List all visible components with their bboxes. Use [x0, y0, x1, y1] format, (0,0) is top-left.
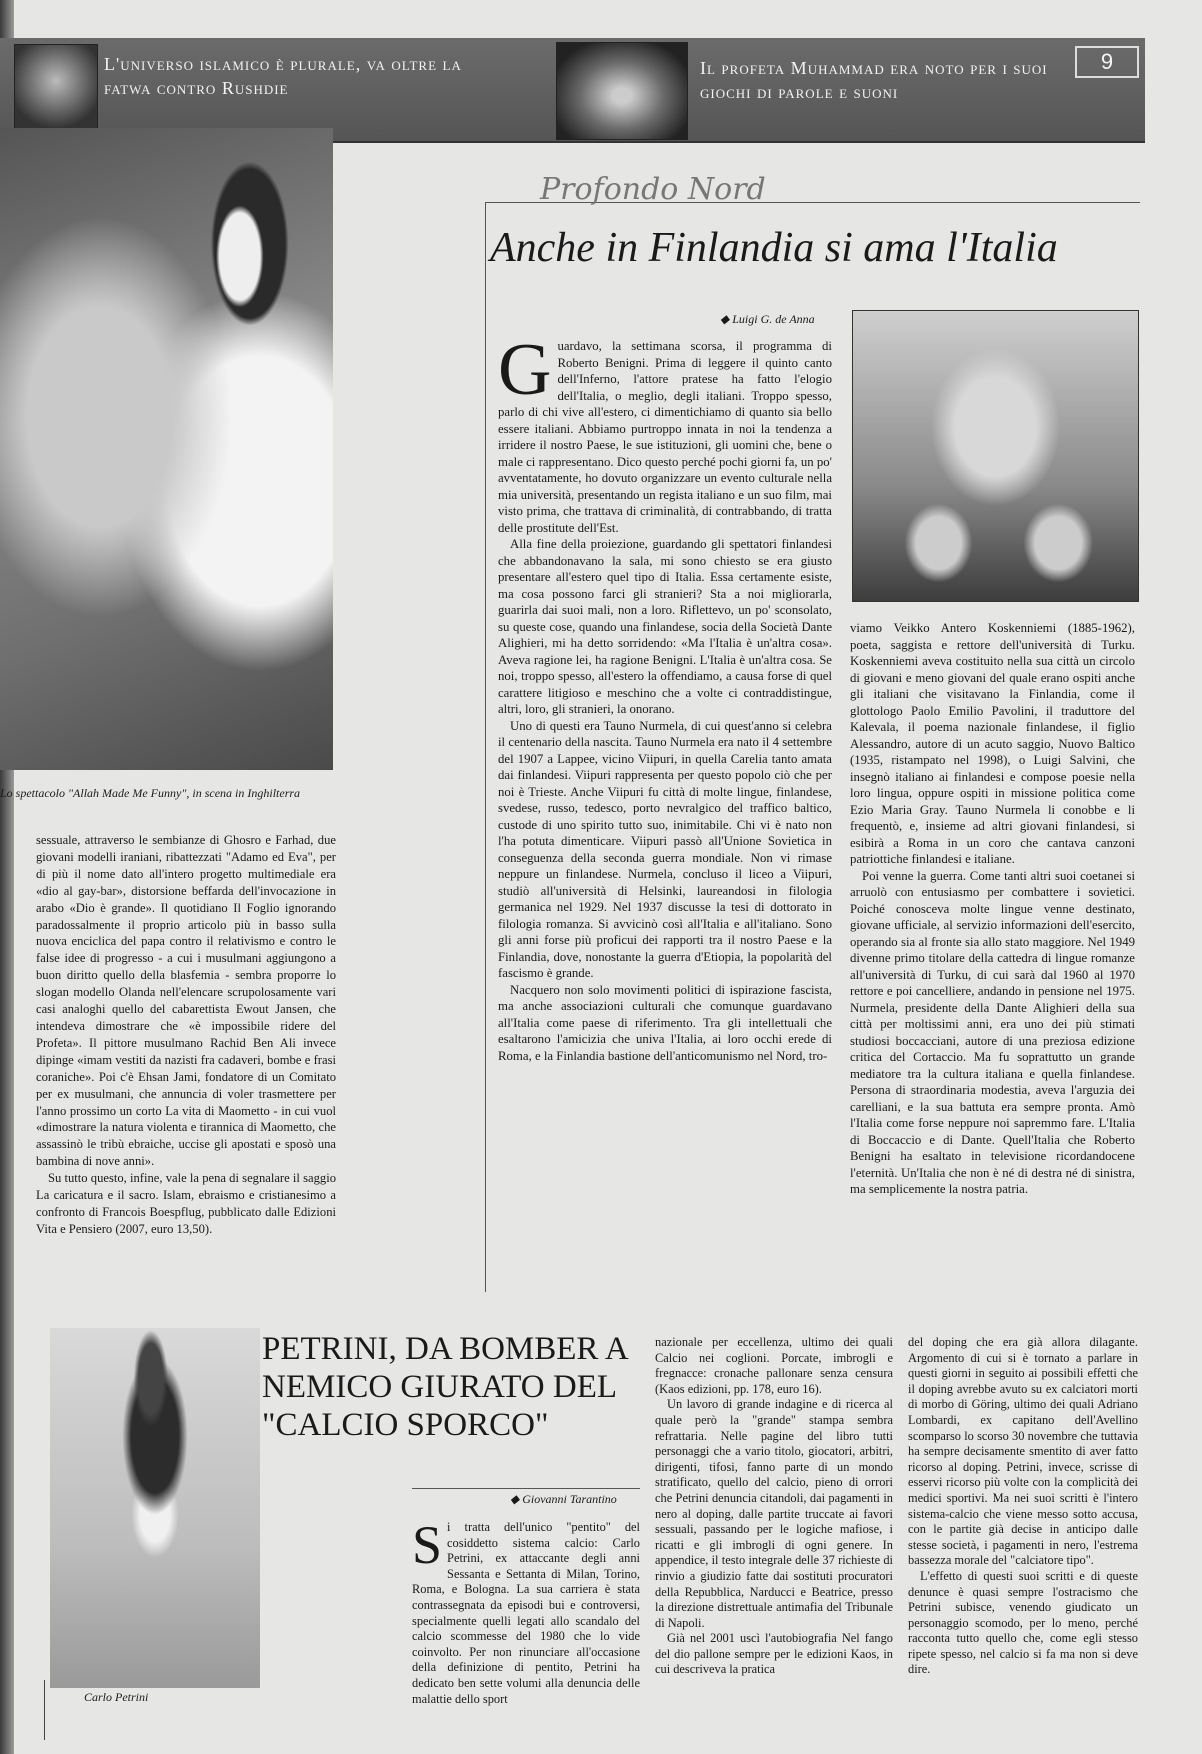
photo-caption-left: Lo spettacolo "Allah Made Me Funny", in scena in Inghilterra — [0, 786, 301, 800]
byline-author: Giovanni Tarantino — [522, 1492, 617, 1506]
article-paragraph: del doping che era già allora dilagante. Argomento di cui si è tornato a parlare in questi giorni in seguito ai possibili effetti che il doping avrebbe avuto su ex calciatori morti di morbo di Göring, ultimo dei quali Adriano Lombardi, ex capitano dell'Avellino scomparso lo scorso 30 novembre che tuttavia ha sempre decisamente smentito di aver fatto ricorso al doping. Petrini, invece, scrisse di esservi ricorso più volte con la complicità dei medici sportivi. Ma nei suoi scritti è l'intero sistema-calcio che viene messo sotto accusa, con le partite già decise in anticipo dalle stesse società, i pagamenti in nero, l'estrema bassezza morale del "calciatore tipo". — [908, 1335, 1138, 1568]
article-paragraph: Guardavo, la settimana scorsa, il programma di Roberto Benigni. Prima di leggere il quinto canto dell'Inferno, l'attore pratese ha fatto l'elogio dell'Italia, o meglio, degli italiani. Troppo spesso, parlo di chi vive all'estero, ci dimentichiamo di quanto sia bello essere italiani. Abbiamo purtroppo innata in noi la tendenza a irridere il nostro Paese, le sue istituzioni, gli uomini che, bene o male ci rappresentano. Dico questo perché pochi giorni fa, un po' avventatamente, ho dovuto organizzare un evento culturale nella mia università, presentando un regista italiano e un suo film, mai visto prima, che trattava di criminalità, di contrabbando, di tratta delle prostitute dell'Est. — [498, 329, 832, 535]
drop-cap: S — [412, 1515, 443, 1575]
petrini-column-1 — [412, 1515, 640, 1707]
petrini-photo — [50, 1328, 260, 1688]
rushdie-thumbnail — [14, 44, 98, 136]
article-paragraph: nazionale per eccellenza, ultimo dei quali Calcio nei coglioni. Porcate, imbrogli e fregnacce: cronache pallonare senza censura (Kaos edizioni, pp. 178, euro 16). — [655, 1335, 893, 1396]
left-story-paragraph: sessuale, attraverso le sembianze di Ghosro e Farhad, due giovani modelli iraniani, ribattezzati "Adamo ed Eva", per di più il nome dato all'intero progetto multimediale era «dio al gay-bar», distorsione beffarda dell'invocazione in arabo «Dio è grande». Il quotidiano Il Foglio ignorando paradossalmente il proprio articolo più in basso sulla nuova enciclica del papa contro il relativismo e contro le false idee di progresso - a cui i musulmani aggiungono a buon diritto quello della blasfemia - sembra proporre lo slogan modello Olanda nell'elencare scrupolosamente vari casi analoghi quello del cabarettista Ewout Jansen, che intendeva dimostrare che «è impossibile ridere del Profeta». Il pittore musulmano Rachid Ben Ali invece dipinge «imam vestiti da nazisti fra cadaveri, bombe e frasi coraniche». Poi c'è Ehsan Jami, fondatore di un Comitato per ex musulmani, che annuncia di voler trasmettere per l'anno prossimo un corto La vita di Maometto - in cui vuol «dimostrare la natura violenta e tirannica di Maometto, che assassinò le tribù ebraiche, uccise gli apostati e sposò una bambina di nove anni». — [36, 833, 336, 1169]
main-article-column-1 — [498, 329, 832, 1064]
header-right-teaser[interactable]: Il profeta Muhammad era noto per i suoi giochi di parole e suoni — [700, 58, 1048, 102]
allah-made-me-funny-photo — [0, 128, 333, 770]
benigni-portrait — [852, 310, 1139, 602]
column-kicker: Profondo Nord — [540, 172, 766, 207]
byline-rule — [412, 1488, 640, 1489]
photo-caption-petrini: Carlo Petrini — [84, 1690, 149, 1704]
article-paragraph: viamo Veikko Antero Koskenniemi (1885-1962), poeta, saggista e rettore dell'università di Turku. Koskenniemi aveva costituito nella sua città un circolo di giovani e meno giovani del quale erano ospiti anche gli italiani che visitavano la Finlandia, come il glottologo Paolo Emilio Pavolini, il traduttore del Kalevala, il poema nazionale finlandese, il figlio Alessandro, autore di un acuto saggio, Nuovo Baltico (1935, ristampato nel 1998), o Luigi Salvini, che insegnò italiano ai finlandesi e compose poesie nella loro lingua, oppure ospiti in missione politica come Ezio Maria Gray. Tauno Nurmela li conobbe e li frequentò, e, insieme ad altri giovani finlandesi, si esibirà a Roma in un coro che cantava canzoni patriottiche finlandesi e italiane. — [850, 621, 1135, 866]
left-story-paragraph: Su tutto questo, infine, vale la pena di segnalare il saggio La caricatura e il sacro. Islam, ebraismo e cristianesimo a confronto di Francois Boespflug, pubblicato dalle Edizioni Vita e Pensiero (2007, euro 13,50). — [36, 1171, 336, 1236]
article-paragraph: Poi venne la guerra. Come tanti altri suoi coetanei si arruolò con entusiasmo per combattere i sovietici. Poiché conosceva molte lingue venne destinato, giovane ufficiale, al servizio informazioni dell'esercito, operando sia al fronte sia allo stato maggiore. Nel 1949 divenne primo titolare della cattedra di lingue romanze all'università di Turku, di cui sarà dal 1960 al 1970 rettore e poi cancelliere, andando in pensione nel 1975. Nurmela, presidente della Dante Alighieri della sua città per moltissimi anni, era uno dei più stimati studiosi boccacciani, autore di una preziosa edizione critica del Cortaccio. Ma fu soprattutto un grande mediatore tra la cultura italiana e quella finlandese. Persona di straordinaria modestia, aveva l'arguzia dei carelliani, e la sua battuta era sempre pronta. Amò l'Italia come forse neppure noi sapremmo fare. L'Italia di Boccaccio e di Dante. Quell'Italia che Roberto Benigni ha esaltato in televisione ricordandocene l'eternità. Un'Italia che non è né di destra né di sinistra, ma semplicemente la nostra patria. — [850, 868, 1135, 1196]
header-left-teaser[interactable]: L'universo islamico è plurale, va oltre la fatwa contro Rushdie — [104, 54, 462, 98]
article-paragraph: Già nel 2001 uscì l'autobiografia Nel fango del dio pallone sempre per le edizioni Kaos, in cui descriveva la pratica — [655, 1631, 893, 1677]
byline-author: Luigi G. de Anna — [732, 312, 815, 326]
drop-cap: G — [498, 329, 552, 411]
article-frame-left — [485, 202, 486, 1292]
petrini-column-3 — [908, 1335, 1138, 1678]
article-paragraph: Uno di questi era Tauno Nurmela, di cui quest'anno si celebra il centenario della nascita. Tauno Nurmela era nato il 4 settembre del 1907 a Lappee, vicino Viipuri, in quella Carelia tanto amata dai finlandesi. Viipuri rappresenta per questo popolo ciò che per noi è Trieste. Anche Viipuri fu città di molte lingue, finlandese, svedese, russo, tedesco, porto nevralgico del traffico baltico, custode di uno spirito tutto suo, inimitabile. Chi vi è nato non l'ha potuta dimenticare. Viipuri passò all'Unione Sovietica in conseguenza della seconda guerra mondiale. Non vi rimase neppure un finlandese. Nurmela, concluso il liceo a Viipuri, studiò all'università di Helsinki, laureandosi in filologia germanica nel 1929. Nel 1937 discusse la tesi di dottorato in filologia romanza. Si avvicinò così all'Italia e all'italiano. Sono gli anni forse più proficui dei rapporti tra il nostro Paese e la Finlandia, dove, nonostante la guerra d'Etiopia, la popolarità del fascismo è grande. — [498, 718, 832, 980]
muhammad-thumbnail — [556, 42, 688, 140]
main-article-column-2 — [850, 620, 1135, 1198]
caption-rule — [44, 1680, 45, 1740]
article-paragraph: L'effetto di questi suoi scritti e di queste denunce è quasi sempre l'ostracismo che Petrini subisce, venendo giudicato un personaggio scomodo, per lo meno, perché racconta tutto quello che, come egli stesso ripete spesso, nel calcio si fa ma non si deve dire. — [908, 1568, 1138, 1677]
petrini-column-2 — [655, 1335, 893, 1678]
petrini-byline: ◆ Giovanni Tarantino — [510, 1492, 617, 1506]
article-paragraph: Nacquero non solo movimenti politici di ispirazione fascista, ma anche associazioni culturali che comunque guardavano all'Italia come paese di riferimento. Tra gli intellettuali che esaltarono l'amicizia che univa l'Italia, ai loro occhi erede di Roma, e la Finlandia bastione dell'anticomunismo nel Nord, tro- — [498, 982, 832, 1063]
article-paragraph: Un lavoro di grande indagine e di ricerca al quale però la "grande" stampa sembra refrattaria. Nelle pagine del libro tutti personaggi che a vario titolo, giocatori, arbitri, dirigenti, tifosi, fanno parte di un mondo stratificato, quello del calcio, pieno di orrori che Petrini denuncia citandoli, dai pagamenti in nero al doping, dalle partite truccate ai favori sessuali, passando per le logiche mafiose, i ricatti e gli imbrogli di ogni genere. In appendice, il testo integrale delle 37 richieste di rinvio a giudizio fatte dai sostituti procuratori della Repubblica, Narducci e Beatrice, presso la direzione distrettuale antimafia del Tribunale di Napoli. — [655, 1397, 893, 1630]
article-byline: ◆ Luigi G. de Anna — [720, 312, 815, 326]
petrini-title: PETRINI, DA BOMBER A NEMICO GIURATO DEL "CALCIO SPORCO" — [262, 1331, 627, 1443]
article-title: Anche in Finlandia si ama l'Italia — [490, 225, 1058, 271]
article-paragraph: Alla fine della proiezione, guardando gli spettatori finlandesi che abbandonavano la sala, mi sono chiesto se era giusto presentare all'estero quel tipo di Italia. Essa certamente esiste, ma cosa possono farci gli stranieri? Sta a noi migliorarla, guarirla dai suoi mali, non a loro. Riflettevo, un po' sconsolato, su queste cose, quando una finlandese, socia della Società Dante Alighieri, mi ha detto sorridendo: «Ma l'Italia è un'altra cosa». Aveva ragione lei, ha ragione Benigni. L'Italia è un'altra cosa. Se noi, troppo spesso, all'estero la offendiamo, a causa forse di quel carattere litigioso e meschino che a volte ci contraddistingue, altri, loro, gli stranieri, la onorano. — [498, 537, 832, 716]
left-story-text — [36, 832, 336, 1238]
article-paragraph: Si tratta dell'unico "pentito" del cosiddetto sistema calcio: Carlo Petrini, ex attaccante degli anni Sessanta e Settanta di Milan, Torino, Roma, e Bologna. La sua carriera è stata contrassegnata da episodi bui e controversi, specialmente quelli legati allo scandalo del calcio scommesse del 1980 che lo vide coinvolto. Per non rinunciare all'occasione della definizione di pentito, Petrini ha dedicato ben sette volumi alla denuncia delle malattie dello sport — [412, 1515, 640, 1706]
page-number: 9 — [1075, 46, 1139, 78]
